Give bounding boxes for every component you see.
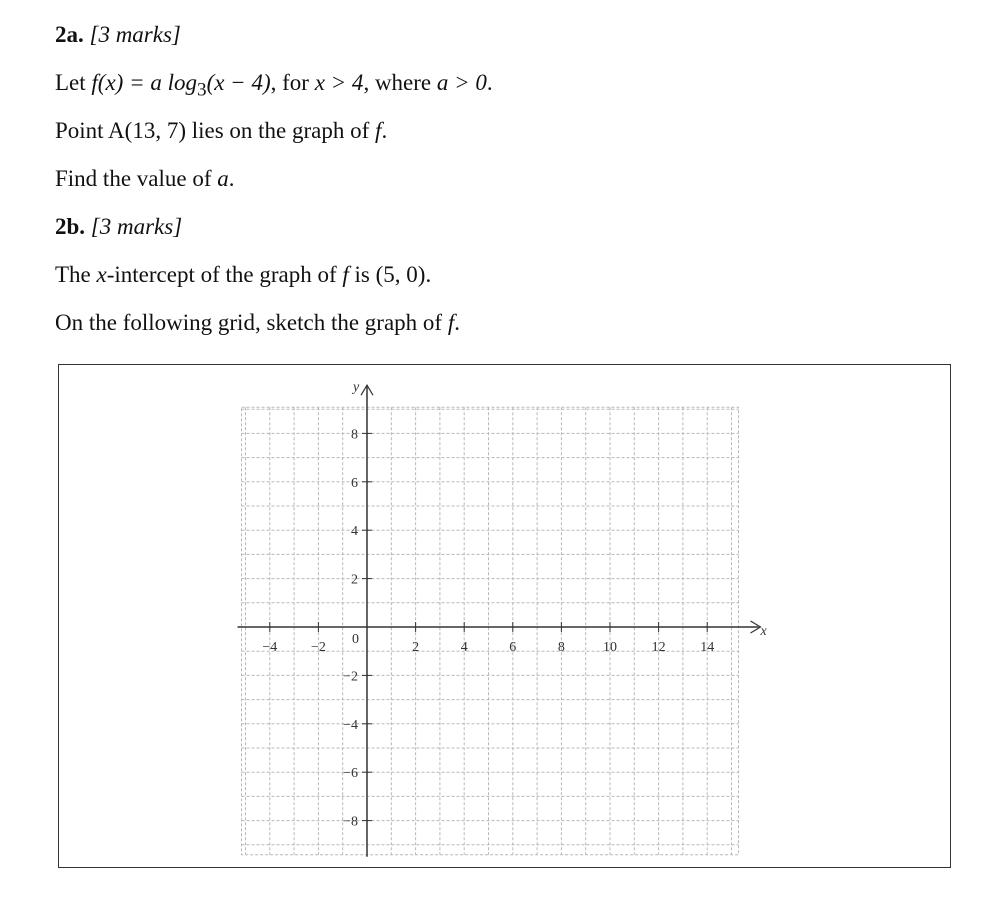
- x-tick-label: 10: [603, 640, 617, 655]
- q2b-intercept-statement: [55, 262, 431, 288]
- x-tick-label: −4: [262, 640, 278, 655]
- x-tick-label: −2: [310, 640, 326, 655]
- find-text: Find the value of: [55, 166, 218, 191]
- period: .: [454, 310, 460, 335]
- f-symbol: f: [375, 118, 382, 143]
- y-tick-label: 2: [351, 572, 358, 588]
- a-symbol: a: [217, 166, 229, 191]
- f-symbol: f: [342, 262, 349, 287]
- q2a-marks: [3 marks]: [89, 22, 181, 47]
- y-tick-label: −4: [343, 717, 358, 733]
- y-axis-label: y: [353, 380, 360, 396]
- period: .: [381, 118, 388, 143]
- q2b-heading: [55, 214, 182, 240]
- log-base: 3: [196, 79, 207, 101]
- grid-border: [242, 407, 739, 855]
- intercept-value: is (5, 0).: [348, 262, 432, 287]
- y-tick-label: 4: [351, 524, 358, 540]
- x-tick-label: 2: [412, 640, 420, 655]
- sketch-text: On the following grid, sketch the graph of: [55, 310, 448, 335]
- y-tick-label: 8: [351, 427, 358, 443]
- function-expression: f(x) = a log: [91, 70, 197, 95]
- q2a-point-statement: [55, 118, 387, 144]
- the-text: The: [55, 262, 97, 287]
- x-tick-label: 8: [557, 640, 565, 655]
- q2a-heading: [55, 22, 181, 48]
- x-tick-label: 14: [700, 640, 715, 655]
- period: .: [228, 166, 235, 191]
- q2b-marks: [3 marks]: [90, 214, 183, 239]
- point-text: Point A(13, 7) lies on the graph of: [55, 118, 376, 143]
- q2b-number: 2b.: [55, 214, 86, 239]
- origin-label: 0: [352, 632, 359, 647]
- q2b-instruction: [55, 310, 460, 336]
- y-tick-label: −6: [343, 766, 358, 782]
- q2a-number: 2a.: [55, 22, 84, 47]
- q2a-instruction: [55, 166, 235, 192]
- x-tick-label: 6: [509, 640, 517, 655]
- q2a-function-definition: [55, 70, 493, 102]
- x-axis-label: x: [760, 624, 767, 639]
- f-symbol: f: [447, 310, 455, 335]
- intercept-text: -intercept of the graph of: [106, 262, 343, 287]
- x-tick-label: 12: [651, 640, 666, 655]
- log-argument: (x − 4): [206, 70, 271, 95]
- coordinate-grid[interactable]: [59, 365, 949, 866]
- text-let: Let: [55, 70, 92, 95]
- y-tick-label: 6: [351, 475, 358, 491]
- parameter-condition: a > 0: [436, 70, 487, 95]
- domain-condition: x > 4: [314, 70, 364, 95]
- x-symbol: x: [96, 262, 107, 287]
- y-tick-label: −2: [343, 669, 358, 685]
- y-tick-label: −8: [343, 814, 358, 830]
- text-where: , where: [363, 70, 437, 95]
- x-tick-label: 4: [460, 640, 468, 655]
- period: .: [486, 70, 493, 95]
- text-for: , for: [270, 70, 315, 95]
- answer-grid-box[interactable]: [58, 364, 951, 868]
